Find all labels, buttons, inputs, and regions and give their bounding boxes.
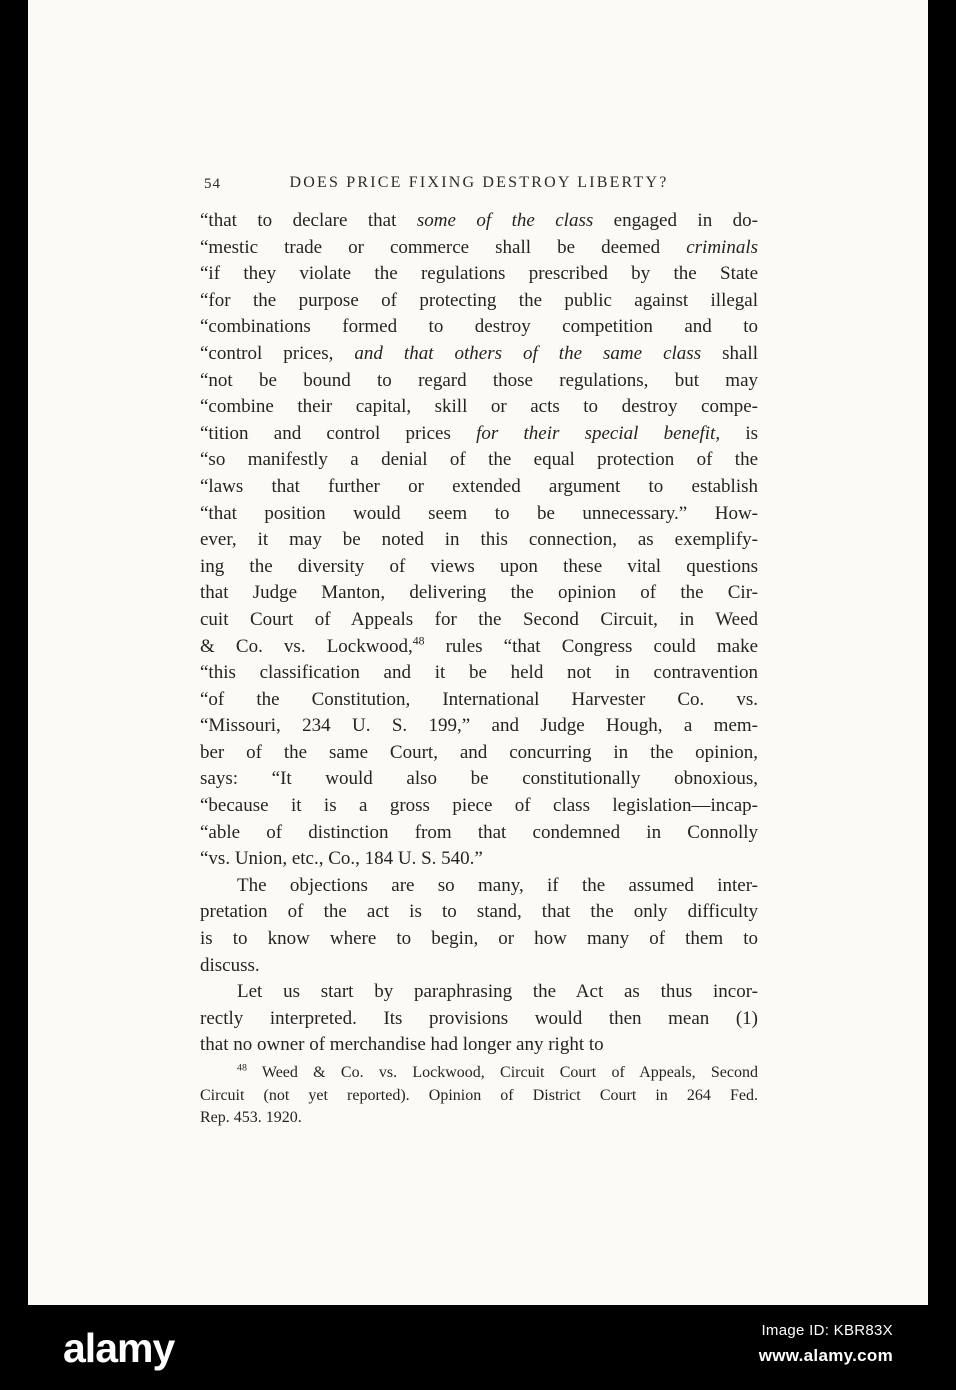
- text-line: [200, 660, 758, 687]
- text-segment: “laws that further or extended argument to establish: [200, 475, 758, 497]
- text-segment: “so manifestly a denial of the equal protection of the: [200, 449, 758, 471]
- text-line: [200, 607, 758, 634]
- text-segment: ber of the same Court, and concurring in the opinion,: [200, 741, 758, 763]
- text-segment: that Judge Manton, delivering the opinion of the Cir-: [200, 582, 758, 604]
- text-segment: The objections are so many, if the assumed inter-: [237, 874, 758, 896]
- text-segment: Weed & Co. vs. Lockwood, Circuit Court of Appeals, Second: [246, 1064, 758, 1081]
- text-line: [200, 899, 758, 926]
- footnote-marker: 48: [237, 1062, 247, 1074]
- text-segment: that no owner of merchandise had longer any right to: [200, 1034, 604, 1056]
- text-line: [200, 208, 758, 235]
- text-segment: cuit Court of Appeals for the Second Circuit, in Weed: [200, 608, 758, 630]
- text-segment: discuss.: [200, 954, 260, 976]
- text-segment: “combinations formed to destroy competition and to: [200, 316, 758, 338]
- text-segment: “not be bound to regard those regulations, but may: [200, 369, 758, 391]
- text-line: [200, 926, 758, 953]
- text-segment: “this classification and it be held not in contravention: [200, 662, 758, 684]
- text-segment: “vs. Union, etc., Co., 184 U. S. 540.”: [200, 848, 483, 870]
- text-segment: & Co. vs. Lockwood,: [200, 635, 413, 657]
- text-line: [200, 474, 758, 501]
- image-id: Image ID: KBR83X: [761, 1322, 893, 1339]
- watermark-bar: [0, 1305, 956, 1390]
- text-line: [200, 394, 758, 421]
- text-segment: says: “It would also be constitutionally obnoxious,: [200, 768, 758, 790]
- text-segment: “if they violate the regulations prescribed by the State: [200, 263, 758, 285]
- footnote: [200, 1062, 758, 1130]
- text-line: [200, 1032, 758, 1059]
- text-line: [200, 713, 758, 740]
- text-line: [200, 527, 758, 554]
- text-line: [200, 261, 758, 288]
- text-segment: “control prices,: [200, 342, 355, 364]
- text-segment: Let us start by paraphrasing the Act as thus incor-: [237, 981, 758, 1003]
- text-line: [200, 979, 758, 1006]
- text-segment: rectly interpreted. Its provisions would then mean (1): [200, 1007, 758, 1029]
- text-line: [200, 740, 758, 767]
- paragraph: [200, 873, 758, 979]
- text-segment: “mestic trade or commerce shall be deemed: [200, 236, 687, 258]
- text-line: [200, 447, 758, 474]
- text-segment: Rep. 453. 1920.: [200, 1109, 302, 1126]
- text-segment: “Missouri, 234 U. S. 199,” and Judge Hough, a mem-: [200, 715, 758, 737]
- paragraph: [200, 208, 758, 873]
- page-scan: [28, 0, 928, 1305]
- text-segment: and that others of the same class: [354, 342, 702, 364]
- text-line: [200, 421, 758, 448]
- text-line: [200, 873, 758, 900]
- text-segment: “that position would seem to be unnecessary.” How-: [200, 502, 758, 524]
- text-line: [200, 793, 758, 820]
- text-segment: rules “that Congress could make: [424, 635, 759, 657]
- page-header: [200, 174, 758, 198]
- text-segment: is to know where to begin, or how many of them to: [200, 928, 758, 950]
- text-segment: ever, it may be noted in this connection, as exemplify-: [200, 529, 758, 551]
- page-number: 54: [204, 176, 221, 192]
- text-line: [200, 1085, 758, 1108]
- text-segment: shall: [701, 342, 758, 364]
- text-line: [200, 235, 758, 262]
- text-line: [200, 580, 758, 607]
- credits: [759, 1322, 893, 1366]
- text-segment: “combine their capital, skill or acts to destroy compe-: [200, 396, 758, 418]
- text-segment: “of the Constitution, International Harvester Co. vs.: [200, 688, 758, 710]
- body-text: [200, 208, 758, 1059]
- text-segment: “for the purpose of protecting the public against illegal: [200, 289, 758, 311]
- text-segment: “that to declare that: [200, 210, 417, 231]
- text-line: [200, 846, 758, 873]
- text-segment: criminals: [686, 236, 758, 258]
- text-line: [200, 820, 758, 847]
- text-line: [200, 1062, 758, 1085]
- paragraph: [200, 1062, 758, 1130]
- text-line: [200, 1006, 758, 1033]
- text-segment: ing the diversity of views upon these vital questions: [200, 555, 758, 577]
- text-segment: “able of distinction from that condemned in Connolly: [200, 821, 758, 843]
- text-line: [200, 1107, 758, 1130]
- text-line: [200, 501, 758, 528]
- text-line: [200, 766, 758, 793]
- running-title: DOES PRICE FIXING DESTROY LIBERTY?: [289, 174, 669, 191]
- text-line: [200, 687, 758, 714]
- text-line: [200, 314, 758, 341]
- text-segment: Circuit (not yet reported). Opinion of District Court in 264 Fed.: [200, 1086, 758, 1104]
- text-segment: for their special benefit,: [476, 422, 721, 444]
- text-segment: “because it is a gross piece of class legislation—incap-: [200, 795, 758, 817]
- text-segment: pretation of the act is to stand, that the only difficulty: [200, 901, 758, 923]
- text-line: [200, 341, 758, 368]
- text-segment: is: [720, 422, 758, 444]
- footnote-marker: 48: [412, 634, 425, 648]
- text-segment: engaged in do-: [593, 210, 758, 231]
- alamy-logo: alamy: [63, 1325, 175, 1371]
- text-line: [200, 288, 758, 315]
- text-line: [200, 953, 758, 980]
- text-segment: “tition and control prices: [200, 422, 477, 444]
- alamy-url: www.alamy.com: [758, 1346, 893, 1365]
- text-line: [200, 554, 758, 581]
- text-segment: some of the class: [416, 210, 594, 231]
- paragraph: [200, 979, 758, 1059]
- text-line: [200, 368, 758, 395]
- text-line: [200, 634, 758, 661]
